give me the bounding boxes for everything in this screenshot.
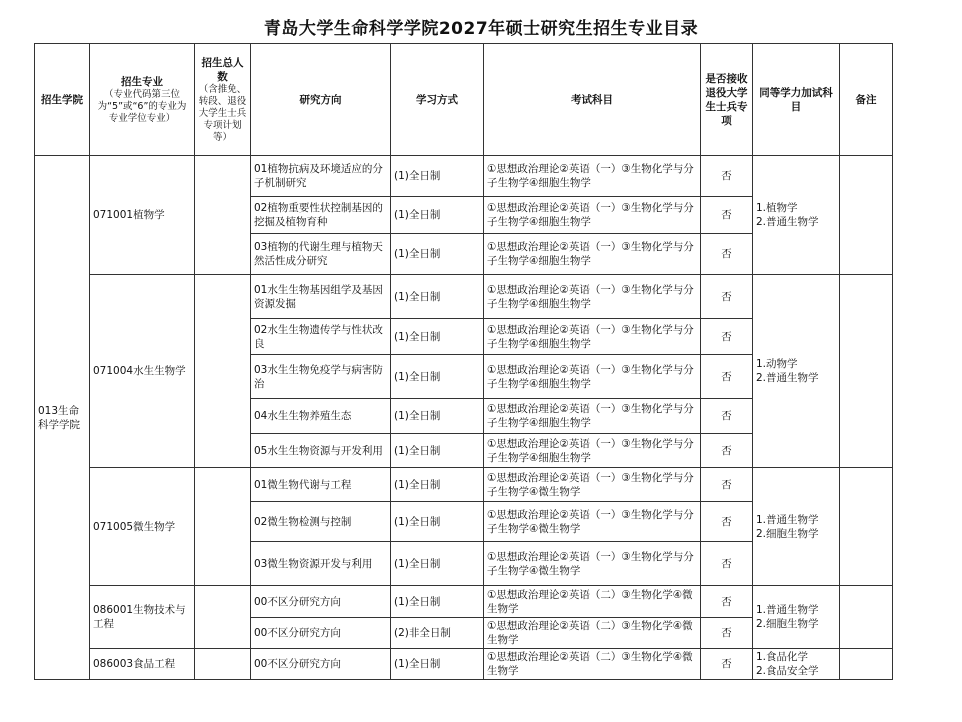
header-row (35, 44, 893, 156)
direction-cell: 02植物重要性状控制基因的挖掘及植物育种 (251, 197, 391, 234)
major-cell: 071001植物学 (90, 156, 195, 275)
equiv-cell: 1.植物学 2.普通生物学 (753, 156, 840, 275)
mode-cell: (1)全日制 (391, 156, 484, 197)
header-college: 招生学院 (35, 44, 90, 156)
direction-cell: 02微生物检测与控制 (251, 502, 391, 542)
mode-cell: (1)全日制 (391, 234, 484, 275)
table-row (35, 586, 893, 618)
exam-cell: ①思想政治理论②英语（一）③生物化学与分子生物学④细胞生物学 (484, 275, 701, 319)
total-cell (195, 649, 251, 680)
mode-cell: (1)全日制 (391, 399, 484, 434)
exam-cell: ①思想政治理论②英语（一）③生物化学与分子生物学④微生物学 (484, 542, 701, 586)
header-direction: 研究方向 (251, 44, 391, 156)
exam-cell: ①思想政治理论②英语（一）③生物化学与分子生物学④细胞生物学 (484, 156, 701, 197)
header-exam: 考试科目 (484, 44, 701, 156)
exam-cell: ①思想政治理论②英语（二）③生物化学④微生物学 (484, 586, 701, 618)
veteran-cell: 否 (701, 399, 753, 434)
veteran-cell: 否 (701, 586, 753, 618)
direction-cell: 00不区分研究方向 (251, 586, 391, 618)
remark-cell (840, 586, 893, 649)
veteran-cell: 否 (701, 355, 753, 399)
major-cell: 086003食品工程 (90, 649, 195, 680)
direction-cell: 03植物的代谢生理与植物天然活性成分研究 (251, 234, 391, 275)
veteran-cell: 否 (701, 468, 753, 502)
mode-cell: (1)全日制 (391, 468, 484, 502)
total-cell (195, 275, 251, 468)
direction-cell: 03微生物资源开发与利用 (251, 542, 391, 586)
mode-cell: (1)全日制 (391, 434, 484, 468)
mode-cell: (1)全日制 (391, 197, 484, 234)
equiv-cell: 1.动物学 2.普通生物学 (753, 275, 840, 468)
veteran-cell: 否 (701, 618, 753, 649)
page-title: 青岛大学生命科学学院2027年硕士研究生招生专业目录 (263, 19, 699, 39)
header-major-label: 招生专业 (121, 75, 163, 88)
header-total-label: 招生总人数 (201, 56, 244, 83)
veteran-cell: 否 (701, 649, 753, 680)
veteran-cell: 否 (701, 197, 753, 234)
mode-cell: (1)全日制 (391, 542, 484, 586)
equiv-cell: 1.食品化学 2.食品安全学 (753, 649, 840, 680)
direction-cell: 05水生生物资源与开发利用 (251, 434, 391, 468)
table-row (35, 156, 893, 197)
total-cell (195, 156, 251, 275)
direction-cell: 00不区分研究方向 (251, 618, 391, 649)
veteran-cell: 否 (701, 156, 753, 197)
veteran-cell: 否 (701, 319, 753, 355)
exam-cell: ①思想政治理论②英语（二）③生物化学④微生物学 (484, 618, 701, 649)
remark-cell (840, 468, 893, 586)
mode-cell: (2)非全日制 (391, 618, 484, 649)
mode-cell: (1)全日制 (391, 275, 484, 319)
direction-cell: 04水生生物养殖生态 (251, 399, 391, 434)
table-row (35, 649, 893, 680)
major-cell: 086001生物技术与工程 (90, 586, 195, 649)
direction-cell: 01微生物代谢与工程 (251, 468, 391, 502)
mode-cell: (1)全日制 (391, 502, 484, 542)
total-cell (195, 586, 251, 649)
direction-cell: 00不区分研究方向 (251, 649, 391, 680)
college-cell: 013生命科学学院 (35, 156, 90, 680)
remark-cell (840, 156, 893, 275)
header-remark: 备注 (840, 44, 893, 156)
exam-cell: ①思想政治理论②英语（一）③生物化学与分子生物学④微生物学 (484, 468, 701, 502)
direction-cell: 01水生生物基因组学及基因资源发掘 (251, 275, 391, 319)
major-cell: 071004水生生物学 (90, 275, 195, 468)
direction-cell: 03水生生物免疫学与病害防治 (251, 355, 391, 399)
equiv-cell: 1.普通生物学 2.细胞生物学 (753, 468, 840, 586)
mode-cell: (1)全日制 (391, 586, 484, 618)
header-major-note: （专业代码第三位为“5”或“6”的专业为专业学位专业） (97, 88, 187, 124)
exam-cell: ①思想政治理论②英语（一）③生物化学与分子生物学④细胞生物学 (484, 234, 701, 275)
equiv-cell: 1.普通生物学 2.细胞生物学 (753, 586, 840, 649)
catalog-body (35, 156, 893, 680)
exam-cell: ①思想政治理论②英语（一）③生物化学与分子生物学④细胞生物学 (484, 197, 701, 234)
header-veteran: 是否接收退役大学生士兵专项 (701, 44, 753, 156)
header-total (195, 44, 251, 156)
remark-cell (840, 649, 893, 680)
veteran-cell: 否 (701, 434, 753, 468)
exam-cell: ①思想政治理论②英语（一）③生物化学与分子生物学④细胞生物学 (484, 355, 701, 399)
mode-cell: (1)全日制 (391, 649, 484, 680)
table-row (35, 275, 893, 319)
exam-cell: ①思想政治理论②英语（一）③生物化学与分子生物学④细胞生物学 (484, 319, 701, 355)
mode-cell: (1)全日制 (391, 319, 484, 355)
exam-cell: ①思想政治理论②英语（一）③生物化学与分子生物学④细胞生物学 (484, 399, 701, 434)
total-cell (195, 468, 251, 586)
veteran-cell: 否 (701, 542, 753, 586)
major-cell: 071005微生物学 (90, 468, 195, 586)
remark-cell (840, 275, 893, 468)
header-equiv: 同等学力加试科目 (753, 44, 840, 156)
table-row (35, 468, 893, 502)
exam-cell: ①思想政治理论②英语（二）③生物化学④微生物学 (484, 649, 701, 680)
mode-cell: (1)全日制 (391, 355, 484, 399)
header-total-note: （含推免、转段、退役大学生士兵专项计划等） (198, 83, 247, 143)
direction-cell: 01植物抗病及环境适应的分子机制研究 (251, 156, 391, 197)
exam-cell: ①思想政治理论②英语（一）③生物化学与分子生物学④细胞生物学 (484, 434, 701, 468)
exam-cell: ①思想政治理论②英语（一）③生物化学与分子生物学④微生物学 (484, 502, 701, 542)
header-major (90, 44, 195, 156)
header-mode: 学习方式 (391, 44, 484, 156)
veteran-cell: 否 (701, 502, 753, 542)
catalog-table (34, 43, 893, 680)
direction-cell: 02水生生物遗传学与性状改良 (251, 319, 391, 355)
veteran-cell: 否 (701, 234, 753, 275)
veteran-cell: 否 (701, 275, 753, 319)
